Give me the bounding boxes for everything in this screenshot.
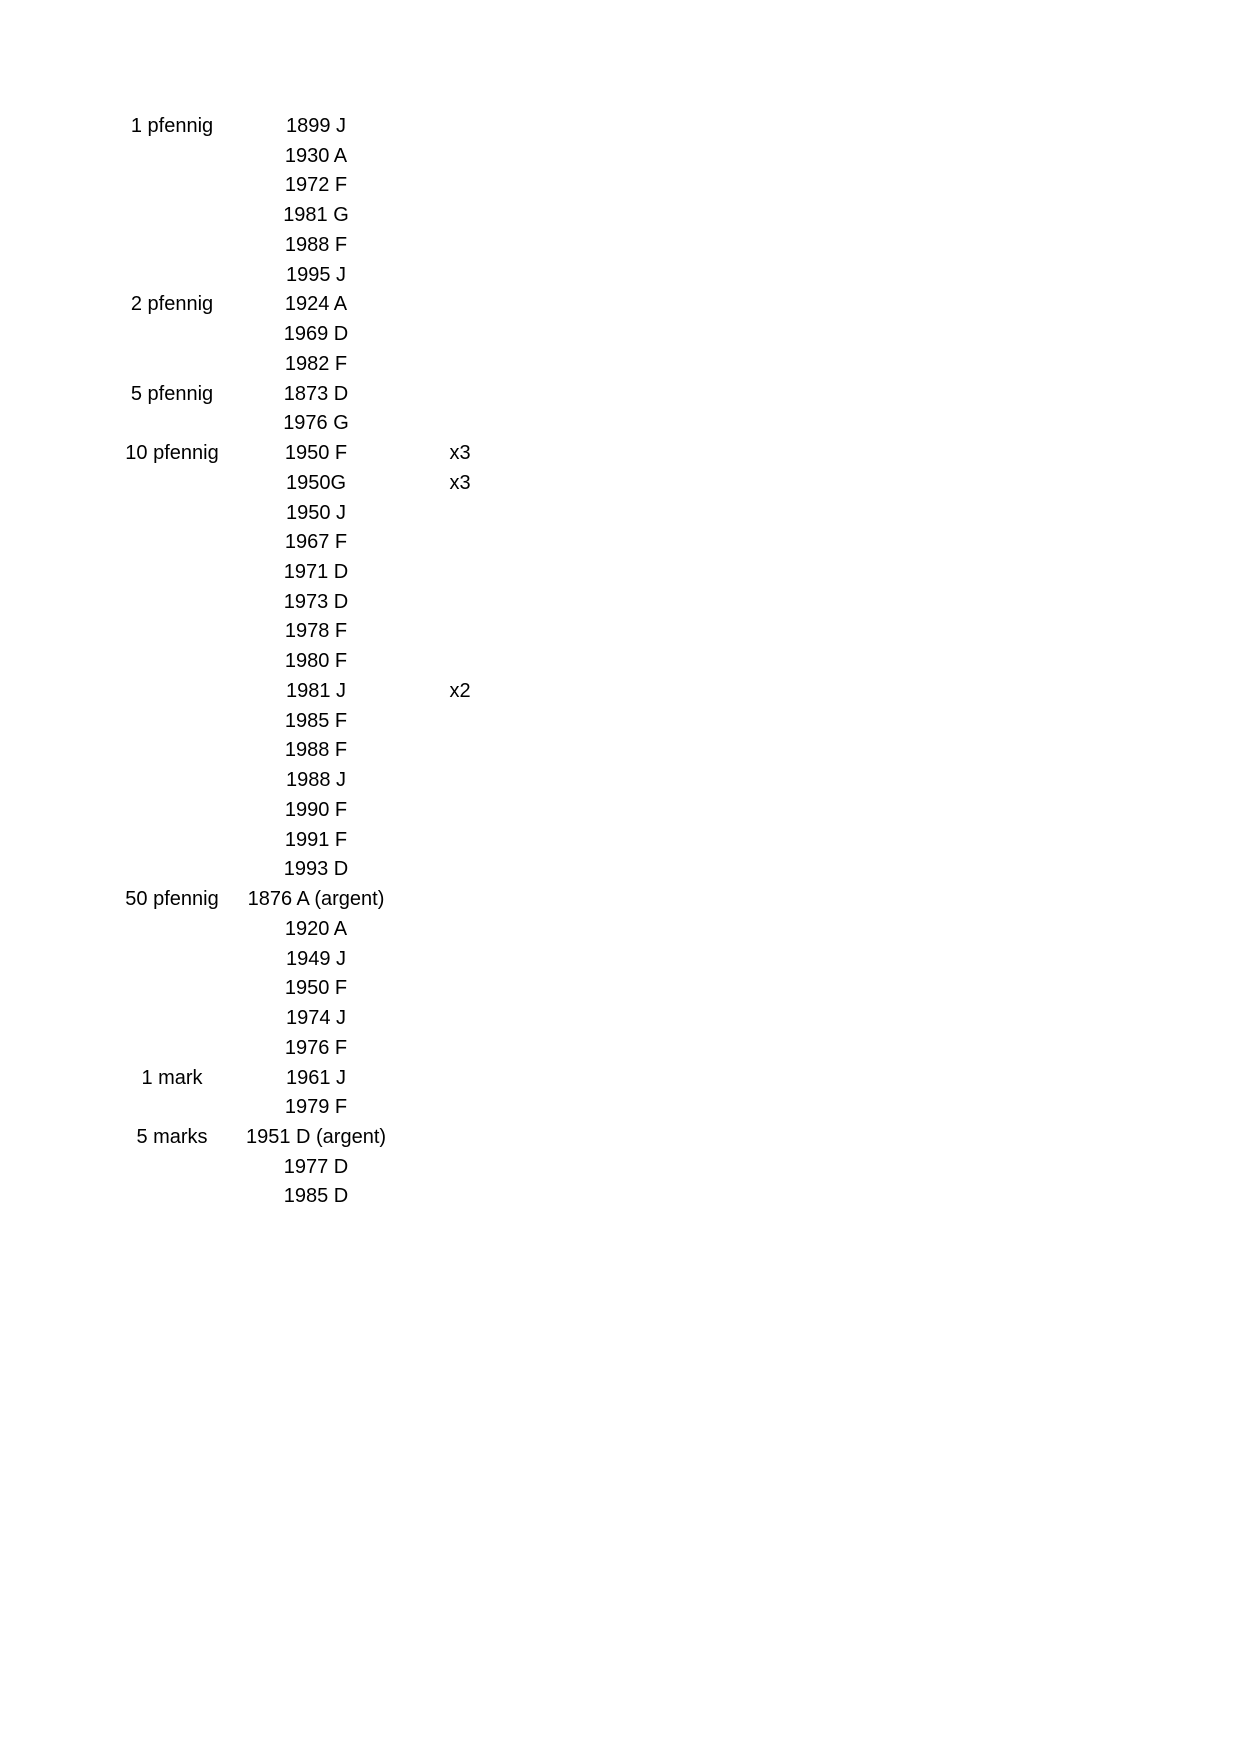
year-mint-cell: 1976 F <box>284 1036 348 1059</box>
count-cell <box>388 380 532 410</box>
count-cell: x3 <box>449 442 471 465</box>
denomination-cell <box>100 1034 244 1064</box>
year-mint-cell: 1876 A (argent) <box>247 888 385 911</box>
table-row <box>100 261 532 291</box>
denomination-cell: 50 pfennig <box>125 888 219 911</box>
table-row <box>100 647 532 677</box>
year-mint-cell: 1977 D <box>283 1155 349 1178</box>
count-cell <box>388 350 532 380</box>
count-cell <box>388 231 532 261</box>
denomination-cell <box>100 409 244 439</box>
table-row <box>100 1153 532 1183</box>
count-cell <box>388 499 532 529</box>
year-mint-cell: 1920 A <box>284 917 348 940</box>
table-row <box>100 707 532 737</box>
year-mint-cell: 1873 D <box>283 382 349 405</box>
denomination-cell: 5 marks <box>136 1125 208 1148</box>
count-cell <box>388 617 532 647</box>
table-row <box>100 409 532 439</box>
year-mint-cell: 1950 F <box>284 977 348 1000</box>
table-row <box>100 1123 532 1153</box>
denomination-cell <box>100 261 244 291</box>
denomination-cell <box>100 1093 244 1123</box>
coin-list-table <box>100 112 532 1212</box>
denomination-cell: 2 pfennig <box>130 293 214 316</box>
denomination-cell <box>100 736 244 766</box>
count-cell: x2 <box>449 679 471 702</box>
count-cell <box>388 588 532 618</box>
denomination-cell: 1 pfennig <box>130 115 214 137</box>
year-mint-cell: 1950 J <box>285 501 347 524</box>
year-mint-cell: 1950G <box>285 471 347 494</box>
count-cell <box>388 261 532 291</box>
denomination-cell <box>100 1153 244 1183</box>
year-mint-cell: 1973 D <box>283 590 349 613</box>
count-cell <box>388 171 532 201</box>
denomination-cell <box>100 201 244 231</box>
count-cell <box>388 707 532 737</box>
table-row <box>100 558 532 588</box>
year-mint-cell: 1949 J <box>285 947 347 970</box>
table-row <box>100 1182 532 1212</box>
table-row <box>100 796 532 826</box>
table-row <box>100 945 532 975</box>
denomination-cell <box>100 499 244 529</box>
table-row <box>100 617 532 647</box>
year-mint-cell: 1981 G <box>283 204 349 227</box>
year-mint-cell: 1969 D <box>283 323 349 346</box>
table-row <box>100 528 532 558</box>
count-cell <box>388 1064 532 1094</box>
year-mint-cell: 1985 D <box>283 1185 349 1208</box>
denomination-cell <box>100 558 244 588</box>
denomination-cell: 1 mark <box>141 1066 203 1089</box>
year-mint-cell: 1972 F <box>284 174 348 197</box>
year-mint-cell: 1950 F <box>284 442 348 465</box>
year-mint-cell: 1995 J <box>285 263 347 286</box>
year-mint-cell: 1961 J <box>285 1066 347 1089</box>
table-row <box>100 974 532 1004</box>
denomination-cell <box>100 855 244 885</box>
year-mint-cell: 1951 D (argent) <box>245 1125 387 1148</box>
coin-list-body <box>100 112 532 1212</box>
table-row <box>100 142 532 172</box>
count-cell <box>388 112 532 142</box>
count-cell <box>388 409 532 439</box>
count-cell <box>388 558 532 588</box>
table-row <box>100 320 532 350</box>
count-cell <box>388 1123 532 1153</box>
denomination-cell <box>100 647 244 677</box>
count-cell <box>388 915 532 945</box>
year-mint-cell: 1988 J <box>285 769 347 792</box>
table-row <box>100 350 532 380</box>
count-cell <box>388 945 532 975</box>
denomination-cell <box>100 796 244 826</box>
count-cell <box>388 201 532 231</box>
table-row <box>100 439 532 469</box>
table-row <box>100 736 532 766</box>
denomination-cell <box>100 142 244 172</box>
count-cell: x3 <box>449 471 471 494</box>
denomination-cell <box>100 588 244 618</box>
year-mint-cell: 1967 F <box>284 531 348 554</box>
count-cell <box>388 320 532 350</box>
denomination-cell <box>100 171 244 201</box>
table-row <box>100 171 532 201</box>
year-mint-cell: 1990 F <box>284 798 348 821</box>
table-row <box>100 380 532 410</box>
count-cell <box>388 826 532 856</box>
denomination-cell <box>100 707 244 737</box>
denomination-cell <box>100 826 244 856</box>
count-cell <box>388 1034 532 1064</box>
table-row <box>100 469 532 499</box>
denomination-cell <box>100 974 244 1004</box>
year-mint-cell: 1993 D <box>283 858 349 881</box>
count-cell <box>388 528 532 558</box>
count-cell <box>388 855 532 885</box>
table-row <box>100 1004 532 1034</box>
year-mint-cell: 1976 G <box>283 412 349 435</box>
year-mint-cell: 1985 F <box>284 709 348 732</box>
denomination-cell <box>100 469 244 499</box>
year-mint-cell: 1991 F <box>284 828 348 851</box>
denomination-cell <box>100 350 244 380</box>
count-cell <box>388 1004 532 1034</box>
year-mint-cell: 1978 F <box>284 620 348 643</box>
year-mint-cell: 1924 A <box>284 293 348 316</box>
table-row <box>100 766 532 796</box>
count-cell <box>388 1093 532 1123</box>
denomination-cell <box>100 617 244 647</box>
year-mint-cell: 1982 F <box>284 352 348 375</box>
year-mint-cell: 1981 J <box>285 679 347 702</box>
year-mint-cell: 1980 F <box>284 650 348 673</box>
denomination-cell <box>100 1004 244 1034</box>
year-mint-cell: 1930 A <box>284 144 348 167</box>
count-cell <box>388 1153 532 1183</box>
denomination-cell <box>100 1182 244 1212</box>
denomination-cell <box>100 766 244 796</box>
year-mint-cell: 1974 J <box>285 1007 347 1030</box>
denomination-cell <box>100 320 244 350</box>
count-cell <box>388 736 532 766</box>
count-cell <box>388 142 532 172</box>
year-mint-cell: 1971 D <box>283 561 349 584</box>
count-cell <box>388 885 532 915</box>
denomination-cell <box>100 677 244 707</box>
table-row <box>100 588 532 618</box>
table-row <box>100 231 532 261</box>
table-row <box>100 885 532 915</box>
denomination-cell: 10 pfennig <box>125 442 219 465</box>
denomination-cell <box>100 528 244 558</box>
table-row <box>100 499 532 529</box>
table-row <box>100 915 532 945</box>
count-cell <box>388 974 532 1004</box>
table-row <box>100 201 532 231</box>
table-row <box>100 112 532 142</box>
table-row <box>100 677 532 707</box>
year-mint-cell: 1899 J <box>285 115 347 137</box>
denomination-cell <box>100 231 244 261</box>
table-row <box>100 1064 532 1094</box>
year-mint-cell: 1988 F <box>284 739 348 762</box>
denomination-cell: 5 pfennig <box>130 382 214 405</box>
table-row <box>100 290 532 320</box>
year-mint-cell: 1979 F <box>284 1096 348 1119</box>
table-row <box>100 1093 532 1123</box>
count-cell <box>388 290 532 320</box>
year-mint-cell: 1988 F <box>284 233 348 256</box>
table-row <box>100 1034 532 1064</box>
count-cell <box>388 1182 532 1212</box>
table-row <box>100 855 532 885</box>
table-row <box>100 826 532 856</box>
denomination-cell <box>100 945 244 975</box>
count-cell <box>388 766 532 796</box>
count-cell <box>388 796 532 826</box>
denomination-cell <box>100 915 244 945</box>
count-cell <box>388 647 532 677</box>
